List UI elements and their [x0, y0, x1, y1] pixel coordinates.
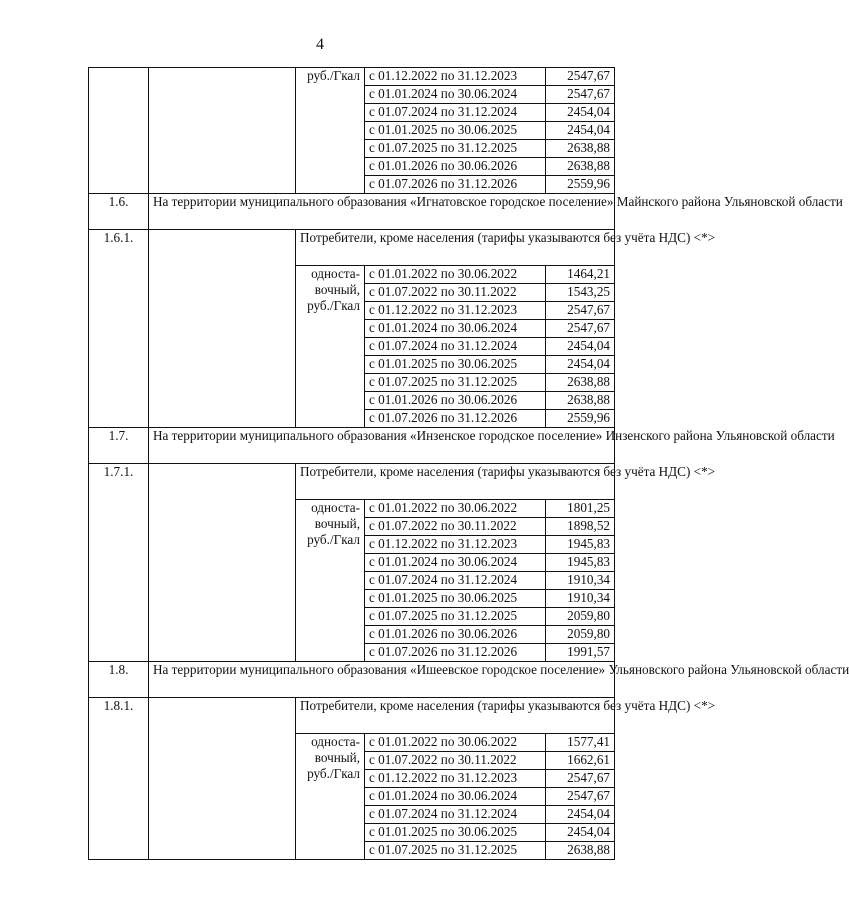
tariff-value-cell: 1543,25	[546, 284, 615, 302]
section-title: На территории муниципального образования «Игнатовское городское поселение» Майнского района Ульяновской области	[149, 194, 615, 230]
tariff-value-cell: 1945,83	[546, 536, 615, 554]
tariff-value-cell: 2454,04	[546, 338, 615, 356]
period-cell: с 01.01.2026 по 30.06.2026	[365, 158, 546, 176]
period-cell: с 01.12.2022 по 31.12.2023	[365, 302, 546, 320]
tariff-value-cell: 1577,41	[546, 734, 615, 752]
tariff-value-cell: 2638,88	[546, 392, 615, 410]
tariff-value-cell: 2059,80	[546, 608, 615, 626]
period-cell: с 01.07.2022 по 30.11.2022	[365, 518, 546, 536]
unit-cell	[296, 500, 365, 662]
section-title: На территории муниципального образования «Инзенское городское поселение» Инзенского района Ульяновской области	[149, 428, 615, 464]
section-number: 1.6.	[89, 194, 149, 230]
unit-line: односта-	[311, 500, 360, 515]
tariff-value-cell: 2638,88	[546, 158, 615, 176]
tariff-value-cell: 1662,61	[546, 752, 615, 770]
subsection-number: 1.6.1.	[89, 230, 149, 428]
tariff-value-cell: 2454,04	[546, 104, 615, 122]
name-cell	[149, 230, 296, 428]
tariff-value-cell: 1898,52	[546, 518, 615, 536]
tariff-value-cell: 2454,04	[546, 806, 615, 824]
period-cell: с 01.01.2025 по 30.06.2025	[365, 824, 546, 842]
number-cell	[89, 68, 149, 194]
period-cell: с 01.07.2025 по 31.12.2025	[365, 842, 546, 860]
tariff-value-cell: 1991,57	[546, 644, 615, 662]
table-row	[89, 68, 615, 86]
period-cell: с 01.07.2022 по 30.11.2022	[365, 752, 546, 770]
tariff-value-cell: 2059,80	[546, 626, 615, 644]
period-cell: с 01.12.2022 по 31.12.2023	[365, 68, 546, 86]
period-cell: с 01.01.2024 по 30.06.2024	[365, 320, 546, 338]
unit-cell	[296, 734, 365, 860]
unit-cell	[296, 266, 365, 428]
period-cell: с 01.07.2026 по 31.12.2026	[365, 176, 546, 194]
tariff-value-cell: 2638,88	[546, 374, 615, 392]
unit-line: вочный,	[314, 516, 360, 531]
unit-line: односта-	[311, 734, 360, 749]
tariff-value-cell: 2454,04	[546, 122, 615, 140]
period-cell: с 01.12.2022 по 31.12.2023	[365, 770, 546, 788]
tariff-value-cell: 2547,67	[546, 770, 615, 788]
tariff-value-cell: 2547,67	[546, 320, 615, 338]
name-cell	[149, 68, 296, 194]
period-cell: с 01.01.2024 по 30.06.2024	[365, 554, 546, 572]
consumer-note: Потребители, кроме населения (тарифы указываются без учёта НДС) <*>	[296, 698, 615, 734]
period-cell: с 01.07.2024 по 31.12.2024	[365, 338, 546, 356]
name-cell	[149, 698, 296, 860]
period-cell: с 01.07.2024 по 31.12.2024	[365, 806, 546, 824]
tariff-table-body	[89, 68, 849, 860]
tariff-value-cell: 2454,04	[546, 824, 615, 842]
tariff-value-cell: 1910,34	[546, 590, 615, 608]
period-cell: с 01.07.2026 по 31.12.2026	[365, 644, 546, 662]
unit-line: руб./Гкал	[307, 298, 360, 313]
subsection-number: 1.8.1.	[89, 698, 149, 860]
tariff-value-cell: 2559,96	[546, 410, 615, 428]
consumer-row	[89, 230, 615, 266]
tariff-value-cell: 1801,25	[546, 500, 615, 518]
unit-line: вочный,	[314, 282, 360, 297]
period-cell: с 01.01.2026 по 30.06.2026	[365, 626, 546, 644]
tariff-table	[88, 67, 849, 860]
name-cell	[149, 464, 296, 662]
section-header-row	[89, 662, 615, 698]
tariff-value-cell: 2547,67	[546, 302, 615, 320]
period-cell: с 01.07.2025 по 31.12.2025	[365, 608, 546, 626]
section-number: 1.7.	[89, 428, 149, 464]
section-number: 1.8.	[89, 662, 149, 698]
consumer-note: Потребители, кроме населения (тарифы указываются без учёта НДС) <*>	[296, 464, 615, 500]
subsection-number: 1.7.1.	[89, 464, 149, 662]
tariff-value-cell: 1910,34	[546, 572, 615, 590]
section-title: На территории муниципального образования «Ишеевское городское поселение» Ульяновского района Ульяновской области	[149, 662, 615, 698]
period-cell: с 01.07.2024 по 31.12.2024	[365, 104, 546, 122]
period-cell: с 01.01.2025 по 30.06.2025	[365, 122, 546, 140]
unit-line: односта-	[311, 266, 360, 281]
period-cell: с 01.07.2026 по 31.12.2026	[365, 410, 546, 428]
period-cell: с 01.01.2022 по 30.06.2022	[365, 500, 546, 518]
tariff-value-cell: 2638,88	[546, 140, 615, 158]
tariff-value-cell: 2547,67	[546, 68, 615, 86]
tariff-value-cell: 1945,83	[546, 554, 615, 572]
period-cell: с 01.01.2024 по 30.06.2024	[365, 788, 546, 806]
unit-cell: руб./Гкал	[296, 68, 365, 194]
period-cell: с 01.01.2022 по 30.06.2022	[365, 734, 546, 752]
period-cell: с 01.07.2025 по 31.12.2025	[365, 374, 546, 392]
period-cell: с 01.01.2026 по 30.06.2026	[365, 392, 546, 410]
tariff-value-cell: 2454,04	[546, 356, 615, 374]
unit-line: вочный,	[314, 750, 360, 765]
tariff-value-cell: 2547,67	[546, 788, 615, 806]
period-cell: с 01.07.2022 по 30.11.2022	[365, 284, 546, 302]
tariff-value-cell: 1464,21	[546, 266, 615, 284]
consumer-note: Потребители, кроме населения (тарифы указываются без учёта НДС) <*>	[296, 230, 615, 266]
tariff-value-cell: 2559,96	[546, 176, 615, 194]
period-cell: с 01.07.2024 по 31.12.2024	[365, 572, 546, 590]
period-cell: с 01.07.2025 по 31.12.2025	[365, 140, 546, 158]
period-cell: с 01.01.2024 по 30.06.2024	[365, 86, 546, 104]
unit-line: руб./Гкал	[307, 766, 360, 781]
period-cell: с 01.01.2022 по 30.06.2022	[365, 266, 546, 284]
unit-line: руб./Гкал	[307, 532, 360, 547]
period-cell: с 01.01.2025 по 30.06.2025	[365, 356, 546, 374]
section-header-row	[89, 428, 615, 464]
page-number: 4	[316, 36, 324, 53]
period-cell: с 01.12.2022 по 31.12.2023	[365, 536, 546, 554]
consumer-row	[89, 698, 615, 734]
tariff-value-cell: 2638,88	[546, 842, 615, 860]
section-header-row	[89, 194, 615, 230]
period-cell: с 01.01.2025 по 30.06.2025	[365, 590, 546, 608]
tariff-value-cell: 2547,67	[546, 86, 615, 104]
consumer-row	[89, 464, 615, 500]
